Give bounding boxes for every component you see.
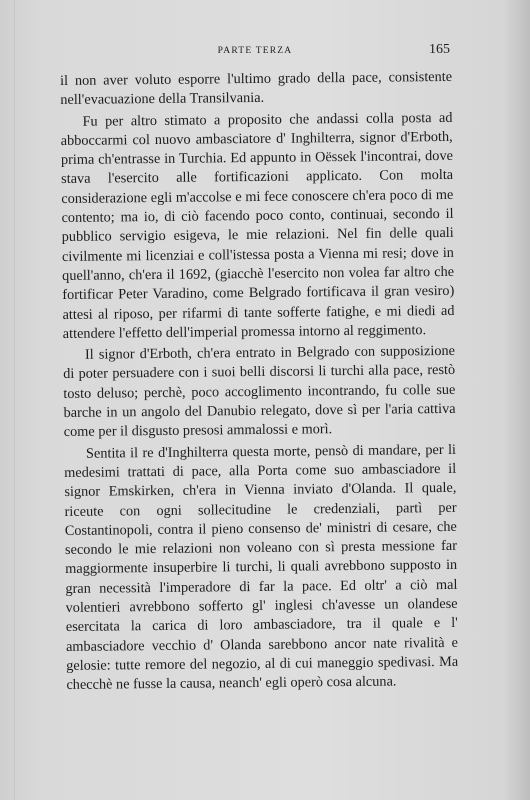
- paragraph: Sentita il re d'Inghilterra questa morte, pensò di mandare, per li medesimi trattati di pace, alla Porta come suo ambasciadore il signor Emskirken, ch'era in Vienna inviato d'Olanda. Il quale, riceute con ogni sollecitudine le credenziali, partì per Costantinopoli, contra il pieno consenso de' ministri di cesare, che secondo le mie relazioni non voleano con sì presta messione far maggiormente insuperbire li turchi, li quali avrebbono supposto in gran necessità l'imperadore di far la pace. Ed oltr' a ciò mal volentieri avrebbono sofferto gl' inglesi ch'avesse un olandese esercitata la carica di loro ambasciadore, tra il quale e l' ambasciadore vecchio d' Olanda sarebbono ancor nate rivalità e gelosie: tutte remore del negozio, al di cui maneggio spedivasi. Ma checchè ne fusse la causa, neanch' egli operò cosa alcuna.: [64, 441, 459, 694]
- page-number: 165: [429, 42, 450, 57]
- paragraph-continuation: il non aver voluto esporre l'ultimo grado della pace, consistente nell'evacuazione della Transilvania.: [60, 68, 453, 109]
- body-text: [60, 68, 459, 698]
- page-header: [60, 44, 450, 62]
- paragraph: Il signor d'Erboth, ch'era entrato in Belgrado con supposizione di poter persuadere con i suoi belli discorsi li turchi alla pace, restò tosto deluso; perchè, poco accoglimento incontrando, fu colle sue barche in un angolo del Danubio relegato, dove sì per l'aria cattiva come per il disgusto presosi ammalossi e morì.: [63, 343, 456, 441]
- paragraph: Fu per altro stimato a proposito che andassi colla posta ad abboccarmi col nuovo ambasciatore d' Inghilterra, signor d'Erboth, prima ch'entrasse in Turchia. Ed appunto in Oëssek l'incontrai, dove stava l'esercito alle fortificazioni applicato. Con molta considerazione egli m'accolse e mi fece conoscere ch'era poco di me contento; ma io, di ciò facendo poco conto, continuai, secondo il pubblico servigio esigeva, le mie relazioni. Nel fin delle quali civilmente mi licenziai e coll'istessa posta a Vienna mi resi; dove in quell'anno, ch'era il 1692, (giacchè l'esercito non volea far altro che fortificar Peter Varadino, come Belgrado fortificava il gran vesiro) attesi al riposo, per rifarmi di tante sofferte fatighe, e mi diedi ad attendere l'effetto dell'imperial promessa intorno al reggimento.: [60, 109, 455, 342]
- running-head: PARTE TERZA: [217, 46, 293, 56]
